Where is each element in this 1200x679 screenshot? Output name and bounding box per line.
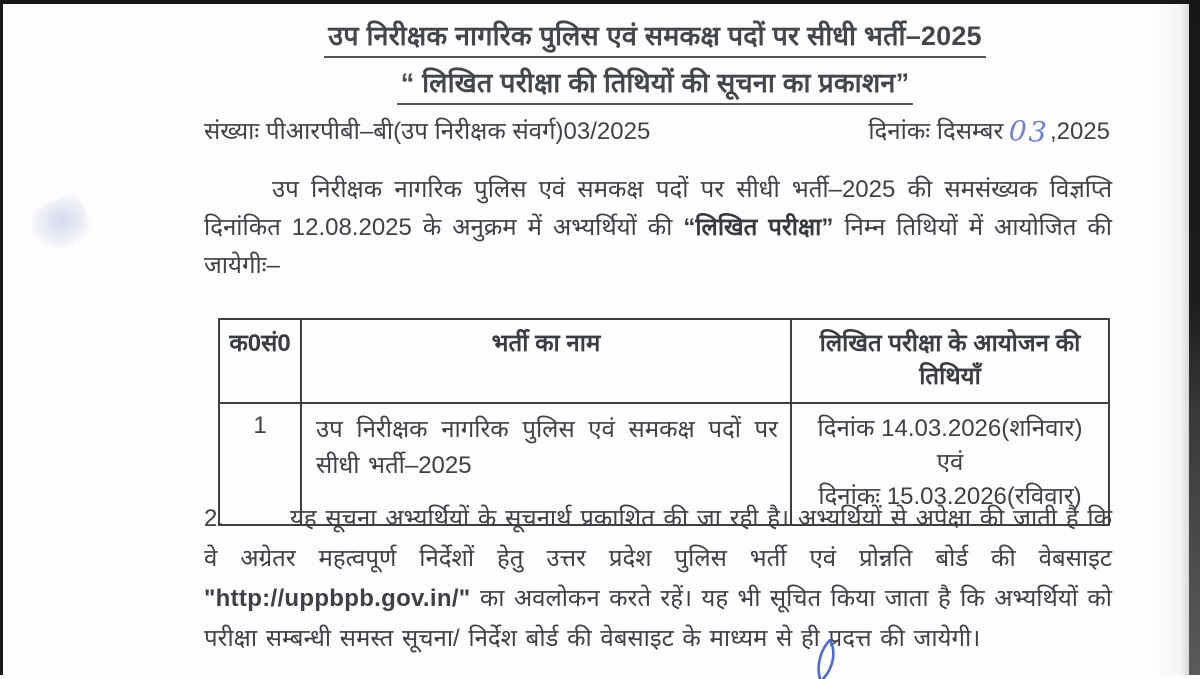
cell-recruitment-name: उप निरीक्षक नागरिक पुलिस एवं समकक्ष पदों पर सीधी भर्ती–2025 bbox=[301, 403, 791, 525]
paragraph-2 bbox=[204, 499, 1112, 659]
scan-edge-left bbox=[0, 0, 3, 675]
paragraph-1-tail: निम्न तिथियों में आयोजित की जायेगीः– bbox=[204, 214, 1112, 279]
table-header-row bbox=[219, 319, 1109, 403]
document-title-text: उप निरीक्षक नागरिक पुलिस एवं समकक्ष पदों पर सीधी भर्ती–2025 bbox=[324, 16, 986, 58]
paragraph-2-tail: का अवलोकन करते रहें। यह भी सूचित किया जाता है कि अभ्यर्थियों को परीक्षा सम्बन्धी समस्त सूचना/ निर्देश बोर्ड की वेबसाइट के माध्यम से ही प्रदत्त की जायेगी। bbox=[204, 585, 1112, 652]
exam-date-2: दिनांकः 15.03.2026(रविवार) bbox=[818, 483, 1082, 510]
date-year: ,2025 bbox=[1049, 118, 1110, 145]
header-recruitment-name: भर्ती का नाम bbox=[301, 319, 791, 403]
document-subtitle bbox=[150, 63, 1160, 105]
paragraph-2-number: 2. bbox=[204, 505, 225, 532]
header-exam-dates: लिखित परीक्षा के आयोजन की तिथियाँ bbox=[791, 319, 1109, 403]
paragraph-1 bbox=[204, 171, 1112, 285]
issue-date bbox=[868, 113, 1110, 150]
document-title bbox=[150, 16, 1160, 58]
header-serial-number: क0सं0 bbox=[219, 319, 301, 403]
board-website-url: "http://uppbpb.gov.in/" bbox=[204, 585, 471, 612]
reference-number: संख्याः पीआरपीबी–बी(उप निरीक्षक संवर्ग)03/2025 bbox=[204, 118, 651, 145]
paragraph-1-emphasis: “लिखित परीक्षा” bbox=[683, 214, 834, 241]
reference-and-date-row bbox=[204, 113, 1110, 150]
date-label: दिनांकः दिसम्बर bbox=[868, 118, 1004, 145]
paper-right-shadow bbox=[1181, 0, 1189, 675]
paragraph-1-lead: उप निरीक्षक नागरिक पुलिस एवं समकक्ष पदों पर सीधी भर्ती–2025 की समसंख्यक विज्ञप्ति दिनांकित 12.08.2025 के अनुक्रम में अभ्यर्थियों की bbox=[204, 176, 1112, 241]
exam-schedule-table bbox=[218, 318, 1110, 526]
document-subtitle-text: “ लिखित परीक्षा की तिथियों की सूचना का प्रकाशन” bbox=[397, 63, 914, 105]
signature-pen-stroke-icon bbox=[810, 639, 854, 679]
exam-date-1: दिनांक 14.03.2026(शनिवार) bbox=[817, 415, 1083, 442]
cell-serial-number: 1 bbox=[219, 403, 301, 525]
exam-date-conjunction: एवं bbox=[936, 449, 964, 476]
scan-edge-right bbox=[1189, 0, 1200, 675]
scan-edge-top bbox=[0, 0, 1200, 4]
handwritten-day: 03 bbox=[1008, 113, 1050, 150]
paragraph-2-lead: यह सूचना अभ्यर्थियों के सूचनार्थ प्रकाशित की जा रही है। अभ्यर्थियों से अपेक्षा की जाती है कि वे अग्रेतर महत्वपूर्ण निर्देशों हेतु उत्तर प्रदेश पुलिस भर्ती एवं प्रोन्नति बोर्ड की वेबसाइट bbox=[204, 505, 1112, 572]
